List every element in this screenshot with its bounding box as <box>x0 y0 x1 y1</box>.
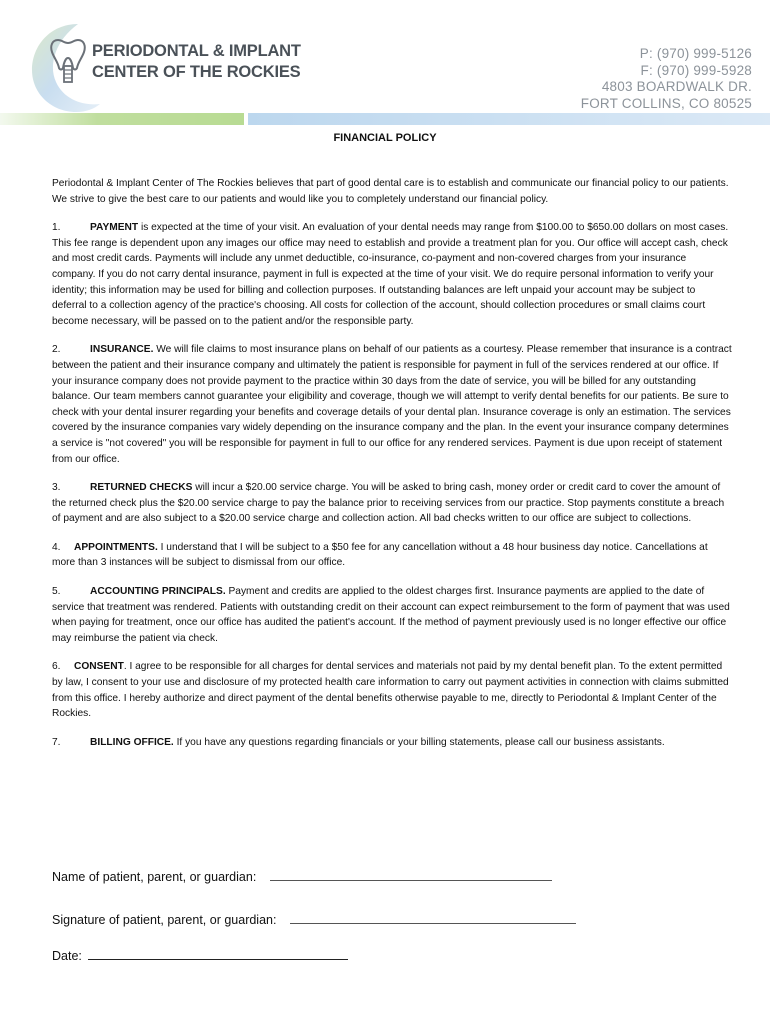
contact-block <box>581 46 752 112</box>
section-number: 2. <box>52 344 61 356</box>
patient-name-label: Name of patient, parent, or guardian: <box>52 870 257 884</box>
section-text: We will file claims to most insurance plans on behalf of our patients as a courtesy. Please remember that insurance is a contract between the patient and their insurance company and ultimately the patient is responsible for payment in full of the services rendered at our office. If your insurance company does not provide payment to the practice within 30 days from the date of service, you will be billed for any outstanding balance. Our team members cannot guarantee your eligibility and coverage, though we will attempt to verify dental benefits for our patients. Be sure to check with your dental insurer regarding your benefits and coverage details of your dental plan. Insurance coverage is only an estimation. The services covered by the insurance companies vary widely depending on the insurance company and the plan. In the event your insurance company determines a service is "not covered" you will be responsible for payment in full to our office for any rendered services. Payment is due upon receipt of statement from our office. <box>52 344 732 465</box>
signature-row <box>52 911 576 927</box>
policy-section <box>52 659 732 721</box>
section-number: 3. <box>52 482 61 494</box>
section-text: will incur a $20.00 service charge. You will be asked to bring cash, money order or credit card to cover the amount of the returned check plus the $20.00 service charge to pay the balance prior to receiving services from our practice. Stop payments constitute a breach of payment and are also subject to a $20.00 service charge and collection action. All bad checks written to our office are subject to collections. <box>52 482 725 525</box>
section-term: ACCOUNTING PRINCIPALS. <box>90 586 226 598</box>
practice-name <box>92 41 301 83</box>
date-row <box>52 947 348 963</box>
policy-section <box>52 220 732 329</box>
section-number: 5. <box>52 586 61 598</box>
section-term: BILLING OFFICE. <box>90 736 174 748</box>
section-number: 6. <box>52 661 61 673</box>
practice-name-line2: CENTER OF THE ROCKIES <box>92 63 301 81</box>
section-text: Payment and credits are applied to the oldest charges first. Insurance payments are applied to the date of service that treatment was rendered. Patients with outstanding credit on their account can expect reimbursement to the form of payment that was used when paying for treatment, once our office has audited the patient's account. If the method of payment previously used is no longer effective our office may reimburse the patient via check. <box>52 586 730 644</box>
section-text: . I agree to be responsible for all charges for dental services and materials not paid by my dental benefit plan. To the extent permitted by law, I consent to your use and disclosure of my protected health care information to carry out payment activities in connection with claims submitted from this office. I hereby authorize and direct payment of the dental benefits otherwise payable to me, directly to Periodontal & Implant Center of the Rockies. <box>52 661 729 720</box>
section-term: PAYMENT <box>90 222 139 234</box>
intro-paragraph: Periodontal & Implant Center of The Rockies believes that part of good dental care is to establish and communicate our financial policy to our patients. We strive to give the best care to our patients and would like you to completely understand our financial policy. <box>52 178 729 205</box>
section-number: 7. <box>52 736 61 748</box>
policy-body <box>52 176 732 763</box>
patient-name-field[interactable] <box>270 868 552 881</box>
practice-name-line1: PERIODONTAL & IMPLANT <box>92 42 301 60</box>
policy-section <box>52 480 732 527</box>
section-term: CONSENT <box>74 661 124 673</box>
patient-name-row <box>52 868 552 884</box>
date-label: Date: <box>52 949 82 963</box>
section-text: is expected at the time of your visit. An evaluation of your dental needs may range from $100.00 to $650.00 dollars on most cases. This fee range is dependent upon any images our office may need to establish and provide a treatment plan for you. Our office will accept cash, check and most credit cards. Payments will include any unmet deductible, co-insurance, co-payment and non-covered charges from your insurance company. If you do not carry dental insurance, payment in full is expected at the time of your visit. We do require personal information to verify your identity; this information may be used for billing and collection purposes. If outstanding balances are left unpaid your account may be subject to deferral to a collection agency of the practice's choosing. All costs for collection of the account, should collection procedures or small claims court become necessary, will be passed on to the patient and/or the responsible party. <box>52 222 729 327</box>
address-city: FORT COLLINS, CO 80525 <box>580 95 752 111</box>
policy-section <box>52 342 732 467</box>
address-street: 4803 BOARDWALK DR. <box>601 79 752 94</box>
policy-section <box>52 584 732 646</box>
header-band-blue <box>248 113 770 125</box>
section-text: If you have any questions regarding financials or your billing statements, please call our business assistants. <box>173 736 665 748</box>
section-term: INSURANCE. <box>90 344 154 356</box>
header-band-green <box>0 113 244 125</box>
section-term: RETURNED CHECKS <box>90 482 193 494</box>
policy-section <box>52 735 732 751</box>
phone-number: P: (970) 999-5126 <box>639 46 752 61</box>
section-number: 4. <box>52 541 61 553</box>
policy-section <box>52 540 732 571</box>
date-field[interactable] <box>88 947 348 960</box>
fax-number: F: (970) 999-5928 <box>640 62 752 78</box>
section-term: APPOINTMENTS. <box>74 541 158 553</box>
section-number: 1. <box>52 222 61 234</box>
document-title: FINANCIAL POLICY <box>333 132 437 144</box>
signature-label: Signature of patient, parent, or guardian: <box>52 913 277 927</box>
signature-field[interactable] <box>290 911 576 924</box>
section-text: I understand that I will be subject to a $50 fee for any cancellation without a 48 hour business day notice. Cancellations at more than 3 instances will be subject to dismissal from our office. <box>52 541 708 569</box>
